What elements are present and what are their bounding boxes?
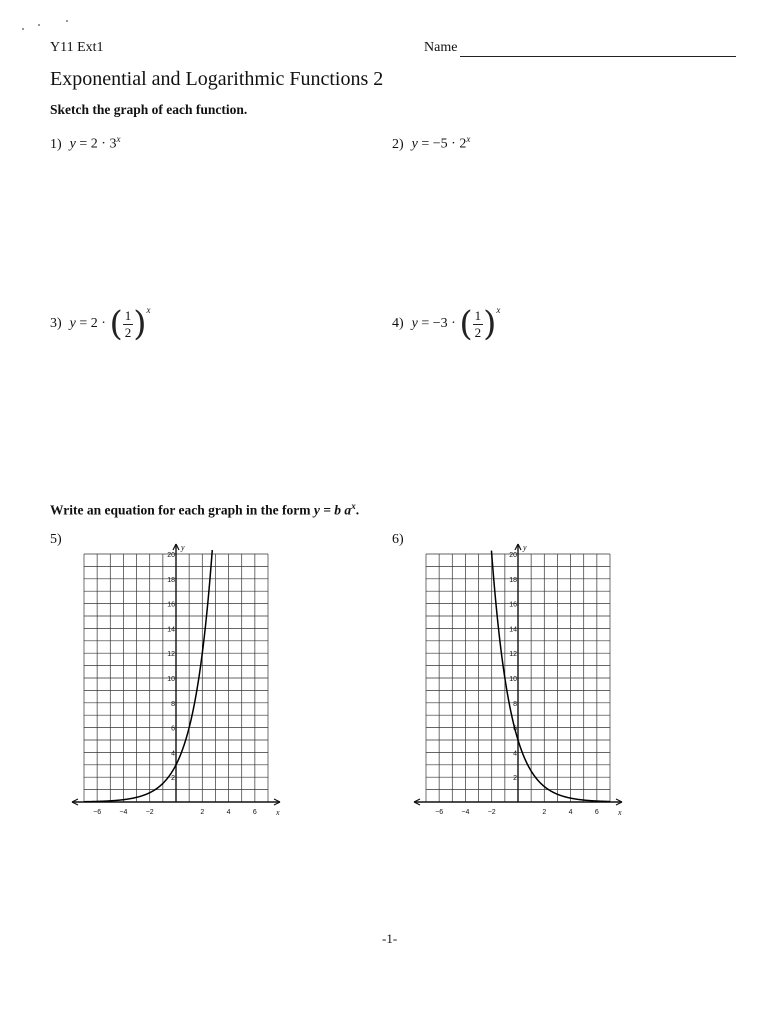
problem-6-number: 6)	[392, 532, 404, 547]
y-tick-label: 6	[513, 725, 517, 733]
y-tick-label: 14	[509, 626, 517, 634]
x-tick-label: −2	[487, 809, 496, 816]
problem-4: 4) y = −3 · ( $\frac{1}{2}$ )$^x$	[392, 304, 501, 344]
fraction-numerator: 1	[474, 307, 482, 323]
section1-instruction: Sketch the graph of each function.	[50, 102, 248, 117]
problem-number: 1)	[50, 136, 62, 152]
y-tick-label: 2	[171, 775, 175, 783]
problem-lhs: y	[69, 316, 76, 332]
y-axis-label: y	[523, 543, 527, 552]
scan-speck	[38, 24, 40, 26]
problem-number: 3)	[50, 316, 62, 332]
problem-exponent: x	[466, 134, 471, 144]
name-label: Name	[424, 40, 458, 55]
y-tick-label: 8	[171, 700, 175, 708]
y-tick-label: 2	[513, 775, 517, 783]
y-axis-label: y	[181, 543, 185, 552]
x-tick-label: −6	[93, 809, 102, 816]
fraction-denominator: 2	[124, 324, 132, 340]
y-tick-label: 4	[171, 750, 175, 758]
page-title: Exponential and Logarithmic Functions 2	[50, 68, 384, 90]
y-tick-label: 4	[513, 750, 517, 758]
problem-equation: = 2 ·	[75, 316, 106, 332]
y-tick-label: 14	[167, 626, 175, 634]
scan-speck	[66, 20, 68, 22]
x-tick-label: −4	[119, 809, 128, 816]
exponential-curve	[84, 550, 212, 802]
y-tick-label: 16	[509, 601, 517, 609]
problem-lhs: y	[69, 136, 76, 152]
problem-equation: = −5 · 2	[417, 136, 467, 152]
x-axis-label: x	[618, 808, 622, 817]
x-axis-label: x	[276, 808, 280, 817]
x-tick-label: −4	[461, 809, 470, 816]
fraction	[123, 308, 134, 341]
y-tick-label: 12	[509, 651, 517, 659]
problem-number: 4)	[392, 316, 404, 332]
y-tick-label: 8	[513, 700, 517, 708]
course-label: Y11 Ext1	[50, 40, 104, 55]
graph-5	[66, 540, 288, 818]
x-tick-label: 4	[226, 809, 231, 816]
problem-5-number: 5)	[50, 532, 62, 547]
y-tick-label: 10	[167, 676, 175, 683]
y-tick-label: 20	[167, 552, 175, 559]
x-tick-label: 4	[568, 809, 573, 816]
equation-form-exponent: x	[351, 501, 356, 511]
problem-3: 3) y = 2 · ( $\frac{1}{2}$ )$^x$	[50, 304, 151, 344]
graph-6	[408, 540, 630, 818]
section2-instruction: Write an equation for each graph in the form y = b $a^x$.	[50, 501, 360, 518]
problem-number: 2)	[392, 136, 404, 152]
y-tick-label: 6	[171, 725, 175, 733]
y-tick-label: 20	[509, 552, 517, 559]
x-tick-label: 6	[252, 809, 257, 816]
y-tick-label: 12	[167, 651, 175, 659]
problem-2	[392, 134, 470, 153]
problem-exponent: x	[116, 134, 121, 144]
fraction-numerator: 1	[124, 307, 132, 323]
y-tick-label: 18	[509, 576, 517, 584]
x-tick-label: −2	[145, 809, 154, 816]
x-tick-label: 6	[594, 809, 599, 816]
problem-1	[50, 134, 120, 153]
fraction-denominator: 2	[474, 324, 482, 340]
problem-exponent: x	[146, 305, 151, 316]
x-tick-label: 2	[200, 809, 205, 816]
x-tick-label: 2	[542, 809, 547, 816]
problem-lhs: y	[411, 316, 418, 332]
equation-form: y = b a	[313, 502, 352, 518]
problem-equation: = 2 · 3	[75, 136, 117, 152]
problem-equation: = −3 ·	[417, 316, 456, 332]
fraction	[473, 308, 484, 341]
page-number: -1-	[382, 931, 398, 946]
y-tick-label: 16	[167, 601, 175, 609]
y-tick-label: 18	[167, 576, 175, 584]
y-tick-label: 10	[509, 676, 517, 683]
problem-lhs: y	[411, 136, 418, 152]
name-line	[460, 56, 736, 57]
x-tick-label: −6	[435, 809, 444, 816]
problem-exponent: x	[496, 305, 501, 316]
scan-speck	[22, 28, 24, 30]
